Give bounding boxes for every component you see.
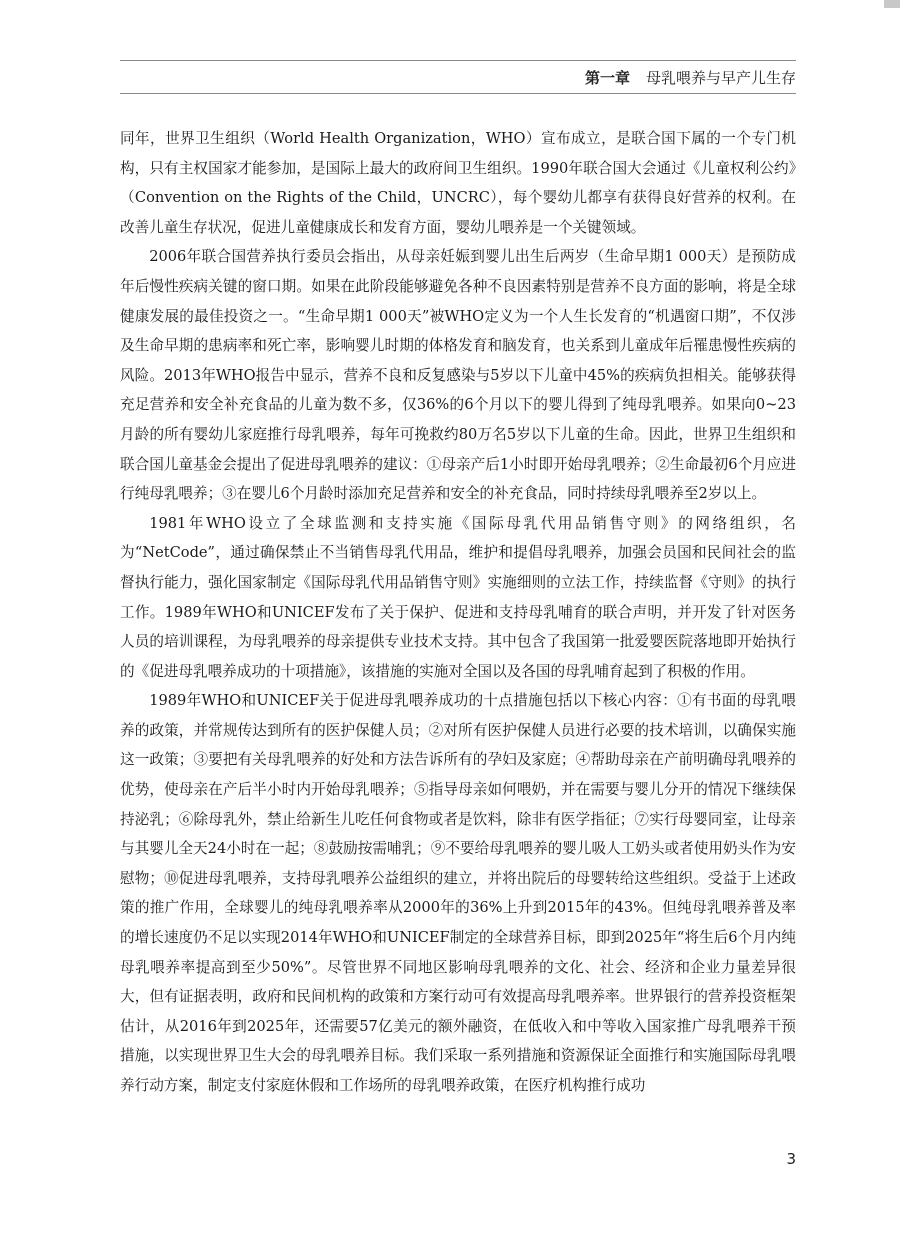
paragraph: 2006年联合国营养执行委员会指出，从母亲妊娠到婴儿出生后两岁（生命早期1 000天）是预防成年后慢性疾病关键的窗口期。如果在此阶段能够避免各种不良因素特别是营养不良方面的影响，将是全球健康发展的最佳投资之一。“生命早期1 000天”被WHO定义为一个人生长发育的“机遇窗口期”，不仅涉及生命早期的患病率和死亡率，影响婴儿时期的体格发育和脑发育，也关系到儿童成年后罹患慢性疾病的风险。2013年WHO报告中显示，营养不良和反复感染与5岁以下儿童中45%的疾病负担相关。能够获得充足营养和安全补充食品的儿童为数不多，仅36%的6个月以下的婴儿得到了纯母乳喂养。如果向0~23月龄的所有婴幼儿家庭推行母乳喂养，每年可挽救约80万名5岁以下儿童的生命。因此，世界卫生组织和联合国儿童基金会提出了促进母乳喂养的建议：①母亲产后1小时即开始母乳喂养；②生命最初6个月应进行纯母乳喂养；③在婴儿6个月龄时添加充足营养和安全的补充食品，同时持续母乳喂养至2岁以上。 [120,248,796,503]
paragraph: 1981年WHO设立了全球监测和支持实施《国际母乳代用品销售守则》的网络组织，名为“NetCode”，通过确保禁止不当销售母乳代用品，维护和提倡母乳喂养，加强会员国和民间社会的监督执行能力，强化国家制定《国际母乳代用品销售守则》实施细则的立法工作，持续监督《守则》的执行工作。1989年WHO和UNICEF发布了关于保护、促进和支持母乳哺育的联合声明，并开发了针对医务人员的培训课程，为母乳喂养的母亲提供专业技术支持。其中包含了我国第一批爱婴医院落地即开始执行的《促进母乳喂养成功的十项措施》，该措施的实施对全国以及各国的母乳哺育起到了积极的作用。 [120,514,796,680]
body-text [120,124,796,1101]
paragraph: 1989年WHO和UNICEF关于促进母乳喂养成功的十点措施包括以下核心内容：①有书面的母乳喂养的政策，并常规传达到所有的医护保健人员；②对所有医护保健人员进行必要的技术培训，以确保实施这一政策；③要把有关母乳喂养的好处和方法告诉所有的孕妇及家庭；④帮助母亲在产前明确母乳喂养的优势，使母亲在产后半小时内开始母乳喂养；⑤指导母亲如何喂奶，并在需要与婴儿分开的情况下继续保持泌乳；⑥除母乳外，禁止给新生儿吃任何食物或者是饮料，除非有医学指征；⑦实行母婴同室，让母亲与其婴儿全天24小时在一起；⑧鼓励按需哺乳；⑨不要给母乳喂养的婴儿吸人工奶头或者使用奶头作为安慰物；⑩促进母乳喂养，支持母乳喂养公益组织的建立，并将出院后的母婴转给这些组织。受益于上述政策的推广作用，全球婴儿的纯母乳喂养率从2000年的36%上升到2015年的43%。但纯母乳喂养普及率的增长速度仍不足以实现2014年WHO和UNICEF制定的全球营养目标，即到2025年“将生后6个月内纯母乳喂养率提高到至少50%”。尽管世界不同地区影响母乳喂养的文化、社会、经济和企业力量差异很大，但有证据表明，政府和民间机构的政策和方案行动可有效提高母乳喂养率。世界银行的营养投资框架估计，从2016年到2025年，还需要57亿美元的额外融资，在低收入和中等收入国家推广母乳喂养干预措施，以实现世界卫生大会的母乳喂养目标。我们采取一系列措施和资源保证全面推行和实施国际母乳喂养行动方案，制定支付家庭休假和工作场所的母乳喂养政策，在医疗机构推行成功 [120,692,796,1094]
paragraph: 同年，世界卫生组织（World Health Organization，WHO）宣布成立，是联合国下属的一个专门机构，只有主权国家才能参加，是国际上最大的政府间卫生组织。1990年联合国大会通过《儿童权利公约》（Convention on the Rights of the Child，UNCRC），每个婴幼儿都享有获得良好营养的权利。在改善儿童生存状况，促进儿童健康成长和发育方面，婴幼儿喂养是一个关键领域。 [120,130,796,236]
chapter-title: 母乳喂养与早产儿生存 [645,68,796,87]
page-number: 3 [786,1150,796,1168]
chapter-number: 第一章 [584,68,630,87]
running-header [120,60,796,94]
corner-mark [884,0,900,8]
